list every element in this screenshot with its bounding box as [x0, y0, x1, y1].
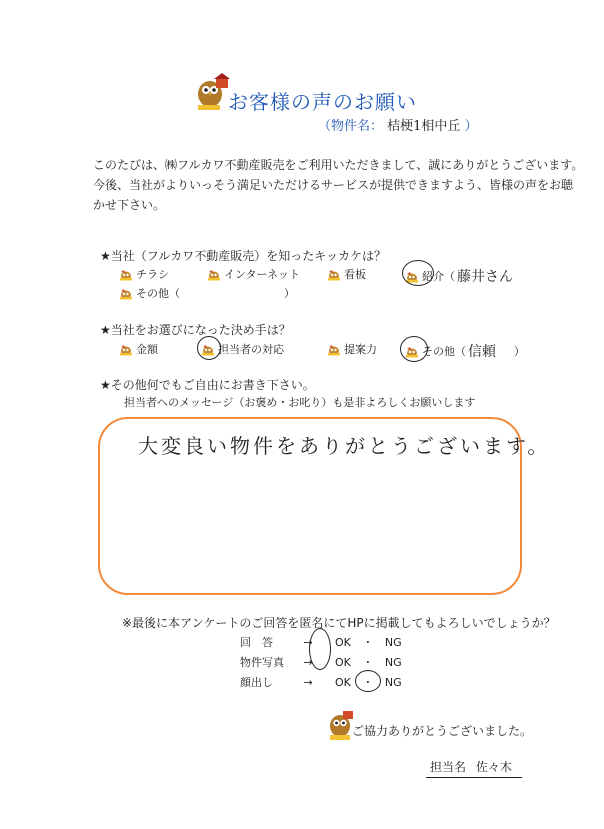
staff-underline — [426, 777, 522, 778]
q1-referral-handwritten: 藤井さん — [457, 269, 513, 285]
property-close: ） — [464, 119, 478, 134]
q2-other-handwritten: 信頼 — [468, 344, 496, 360]
consent-row-photo: 物件写真 → OK ・ NG — [240, 656, 402, 669]
small-mascot-icon — [326, 342, 342, 356]
photo-ng[interactable]: NG — [384, 656, 402, 669]
q2-option-proposal[interactable]: 提案力 — [326, 341, 377, 357]
page-title: お客様の声のお願い — [228, 90, 417, 114]
face-ok[interactable]: OK — [335, 676, 351, 689]
q2-other-circle — [400, 336, 428, 362]
staff-handwritten: 佐々木 — [475, 760, 512, 774]
handwritten-comment: 大変良い物件をありがとうございます。 — [138, 434, 551, 458]
photo-ok[interactable]: OK — [335, 656, 351, 669]
owl-mascot-icon — [192, 72, 232, 112]
question-3-sub: 担当者へのメッセージ（お褒め・お叱り）も是非よろしくお願いします — [124, 396, 476, 409]
answer-ng[interactable]: NG — [384, 636, 402, 649]
q2-option-price[interactable]: 金額 — [118, 341, 158, 357]
q1-option-referral[interactable]: 紹介（ 藤井さん — [404, 266, 513, 286]
q2-staff-circle — [197, 336, 221, 360]
ok-circle — [309, 628, 331, 670]
small-mascot-icon — [118, 286, 134, 300]
property-label: （物件名： — [318, 119, 384, 134]
staff-label: 担当名 — [430, 760, 467, 774]
intro-line: このたびは、㈱フルカワ不動産販売をご利用いただきまして、誠にありがとうございます。 — [93, 158, 584, 172]
q2-option-other[interactable]: その他（ 信頼 ） — [404, 341, 525, 361]
ng-circle — [355, 670, 381, 692]
answer-ok[interactable]: OK — [335, 636, 351, 649]
face-ng[interactable]: NG — [384, 676, 402, 689]
small-mascot-icon — [118, 342, 134, 356]
intro-line: かせ下さい。 — [93, 198, 166, 212]
staff-name — [430, 758, 512, 775]
q1-option-flyer[interactable]: チラシ — [118, 266, 169, 282]
property-value: 桔梗1相中丘 — [387, 119, 461, 134]
question-1: ★当社（フルカワ不動産販売）を知ったキッカケは？ — [100, 249, 387, 263]
q1-other-close: ） — [284, 287, 295, 300]
small-mascot-icon — [326, 267, 342, 281]
consent-row-answer: 回 答 → OK ・ NG — [240, 636, 402, 649]
question-2: ★当社をお選びになった決め手は？ — [100, 323, 291, 337]
consent-question: ※最後に本アンケートのご回答を匿名にてHPに掲載してもよろしいでしょうか？ — [122, 616, 556, 630]
q1-option-other[interactable]: その他（ — [118, 285, 180, 301]
small-mascot-icon — [206, 267, 222, 281]
q2-option-staff[interactable]: 担当者の対応 — [200, 341, 284, 357]
small-mascot-icon — [118, 267, 134, 281]
q1-option-internet[interactable]: インターネット — [206, 266, 300, 282]
question-3: ★その他何でもご自由にお書き下さい。 — [100, 378, 315, 392]
q1-selected-circle — [402, 260, 434, 286]
thanks-message: ご協力ありがとうございました。 — [352, 724, 533, 738]
q1-option-signboard[interactable]: 看板 — [326, 266, 366, 282]
property-name — [318, 115, 478, 134]
intro-text — [93, 155, 584, 215]
consent-row-face: 顔出し → OK ・ NG — [240, 676, 402, 689]
intro-line: 今後、当社がよりいっそう満足いただけるサービスが提供できますよう、皆様の声をお聴 — [93, 178, 574, 192]
